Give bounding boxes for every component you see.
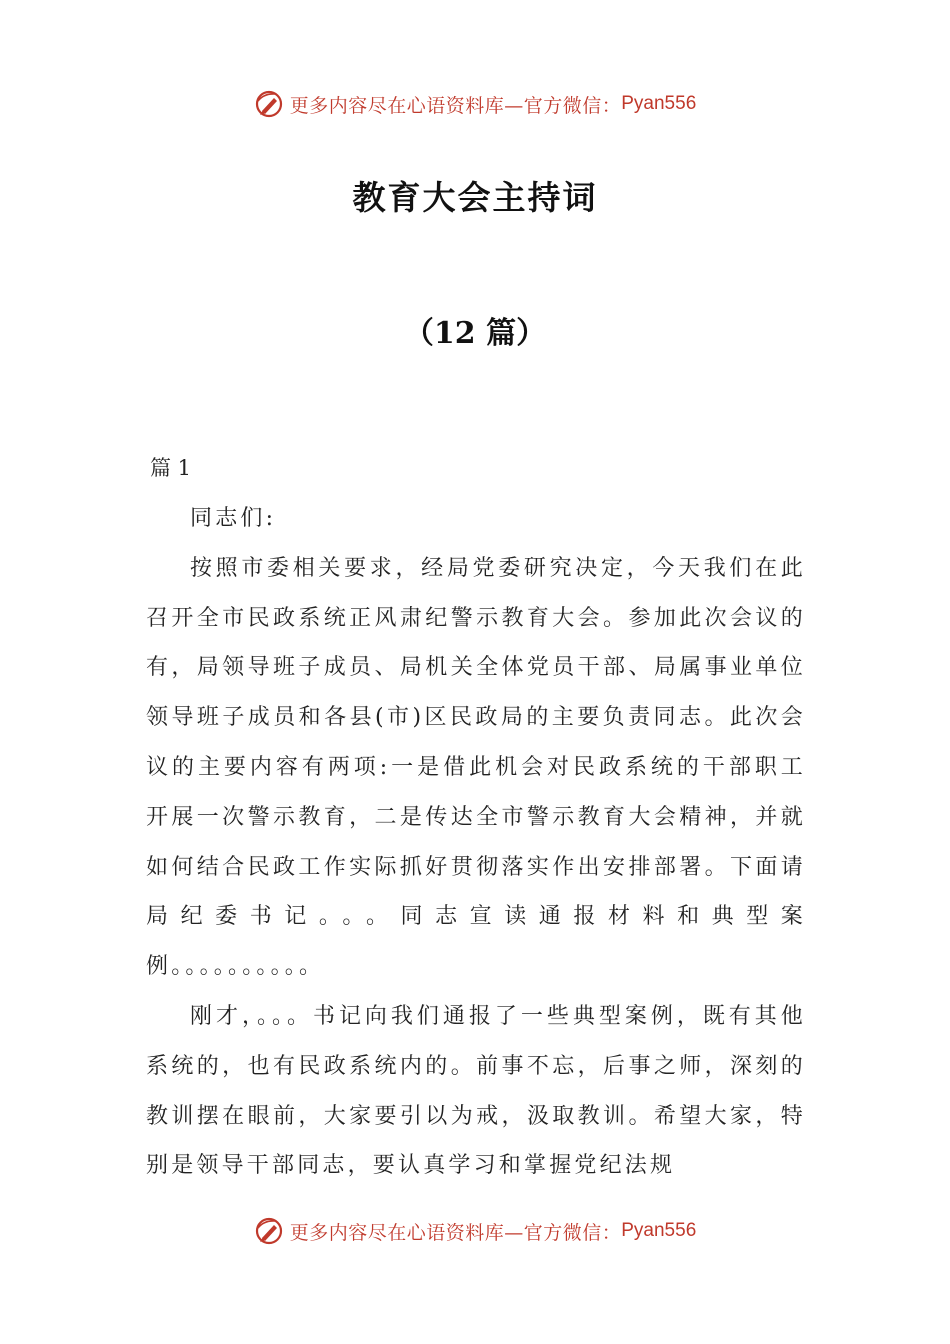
- pen-logo-icon: [254, 89, 284, 119]
- document-body: [146, 494, 806, 1191]
- section-label: 篇 1: [150, 456, 192, 480]
- banner-text: 更多内容尽在心语资料库—官方微信：: [289, 94, 622, 117]
- document-title: 教育大会主持词: [352, 178, 598, 217]
- paragraph-greeting: 同志们:: [190, 506, 277, 531]
- header-banner: [0, 84, 950, 124]
- banner-text: 更多内容尽在心语资料库—官方微信：: [289, 1221, 622, 1244]
- paragraph-1: 按照市委相关要求，经局党委研究决定，今天我们在此召开全市民政系统正风肃纪警示教育大会。参加此次会议的有，局领导班子成员、局机关全体党员干部、局属事业单位领导班子成员和各县(市)区民政局的主要负责同志。此次会议的主要内容有两项:一是借此机会对民政系统的干部职工开展一次警示教育，二是传达全市警示教育大会精神，并就如何结合民政工作实际抓好贯彻落实作出安排部署。下面请局纪委书记。。。同志宣读通报材料和典型案例。。。。。。。。。。: [146, 555, 806, 980]
- footer-banner: [0, 1211, 950, 1251]
- banner-wechat-handle: Pyan556: [621, 93, 697, 114]
- document-subtitle: （12 篇）: [403, 316, 547, 351]
- banner-wechat-handle: Pyan556: [621, 1220, 697, 1241]
- pen-logo-icon: [254, 1216, 284, 1246]
- paragraph-2: 刚才，。。。书记向我们通报了一些典型案例，既有其他系统的，也有民政系统内的。前事不忘，后事之师，深刻的教训摆在眼前，大家要引以为戒，汲取教训。希望大家，特别是领导干部同志，要认真学习和掌握党纪法规: [146, 1003, 806, 1179]
